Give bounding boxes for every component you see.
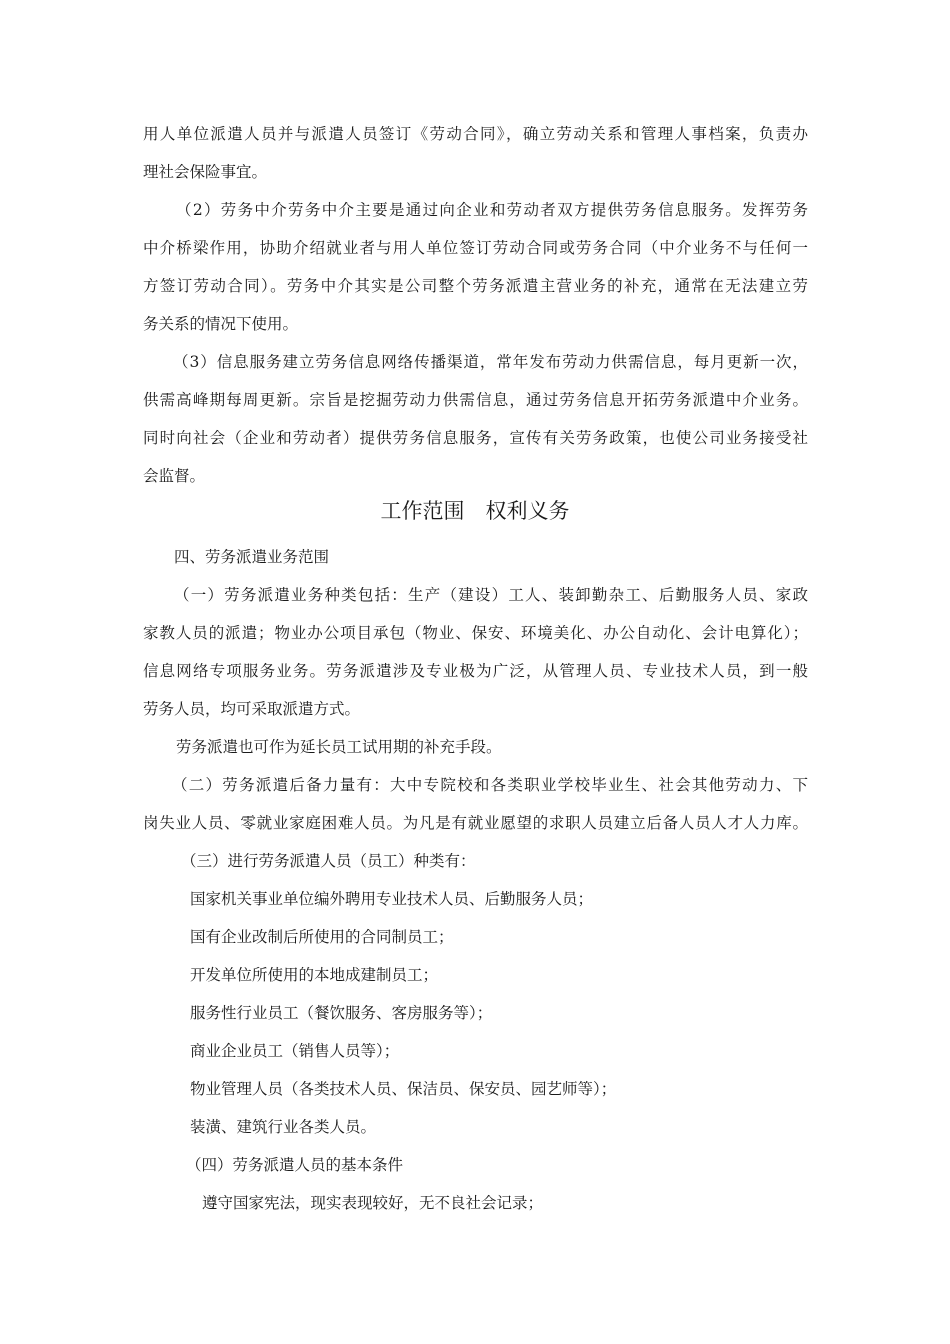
- paragraph-line: （2）劳务中介劳务中介主要是通过向企业和劳动者双方提供劳务信息服务。发挥劳务: [176, 201, 808, 219]
- paragraph-line: 会监督。: [143, 467, 206, 485]
- section-heading: 工作范围 权利义务: [380, 499, 570, 523]
- paragraph-line: 同时向社会（企业和劳动者）提供劳务信息服务，宣传有关劳务政策，也使公司业务接受社: [143, 429, 808, 447]
- paragraph-line: 理社会保险事宜。: [143, 163, 268, 181]
- paragraph-line: 用人单位派遣人员并与派遣人员签订《劳动合同》，确立劳动关系和管理人事档案，负责办: [143, 125, 808, 143]
- list-item: 服务性行业员工（餐饮服务、客房服务等）；: [190, 1004, 493, 1022]
- paragraph-line: 务关系的情况下使用。: [143, 315, 299, 333]
- paragraph-line: 劳务派遣也可作为延长员工试用期的补充手段。: [176, 738, 502, 756]
- paragraph-line: （二）劳务派遣后备力量有：大中专院校和各类职业学校毕业生、社会其他劳动力、下: [172, 776, 808, 794]
- paragraph-line: （3）信息服务建立劳务信息网络传播渠道，常年发布劳动力供需信息，每月更新一次，: [173, 353, 808, 371]
- paragraph-line: 方签订劳动合同）。劳务中介其实是公司整个劳务派遣主营业务的补充，通常在无法建立劳: [143, 277, 808, 295]
- paragraph-line: （一）劳务派遣业务种类包括：生产（建设）工人、装卸勤杂工、后勤服务人员、家政: [174, 586, 808, 604]
- paragraph-line: 供需高峰期每周更新。宗旨是挖掘劳动力供需信息，通过劳务信息开拓劳务派遣中介业务。: [143, 391, 808, 409]
- paragraph-line: 信息网络专项服务业务。劳务派遣涉及专业极为广泛，从管理人员、专业技术人员，到一般: [143, 662, 808, 680]
- section-subheading: 四、劳务派遣业务范围: [174, 548, 330, 566]
- list-item: 装潢、建筑行业各类人员。: [190, 1118, 377, 1136]
- list-item: 国有企业改制后所使用的合同制员工；: [190, 928, 454, 946]
- paragraph-line: （四）劳务派遣人员的基本条件: [186, 1156, 404, 1174]
- paragraph-line: 家教人员的派遣；物业办公项目承包（物业、保安、环境美化、办公自动化、会计电算化）；: [143, 624, 808, 642]
- paragraph-line: 劳务人员，均可采取派遣方式。: [143, 700, 361, 718]
- list-item: 物业管理人员（各类技术人员、保洁员、保安员、园艺师等）；: [190, 1080, 617, 1098]
- list-item: 商业企业员工（销售人员等）；: [190, 1042, 400, 1060]
- list-item: 遵守国家宪法，现实表现较好，无不良社会记录；: [202, 1194, 544, 1212]
- paragraph-line: 岗失业人员、零就业家庭困难人员。为凡是有就业愿望的求职人员建立后备人员人才人力库。: [143, 814, 808, 832]
- list-item: 开发单位所使用的本地成建制员工；: [190, 966, 439, 984]
- list-item: 国家机关事业单位编外聘用专业技术人员、后勤服务人员；: [190, 890, 594, 908]
- paragraph-line: 中介桥梁作用，协助介绍就业者与用人单位签订劳动合同或劳务合同（中介业务不与任何一: [143, 239, 808, 257]
- paragraph-line: （三）进行劳务派遣人员（员工）种类有：: [181, 852, 476, 870]
